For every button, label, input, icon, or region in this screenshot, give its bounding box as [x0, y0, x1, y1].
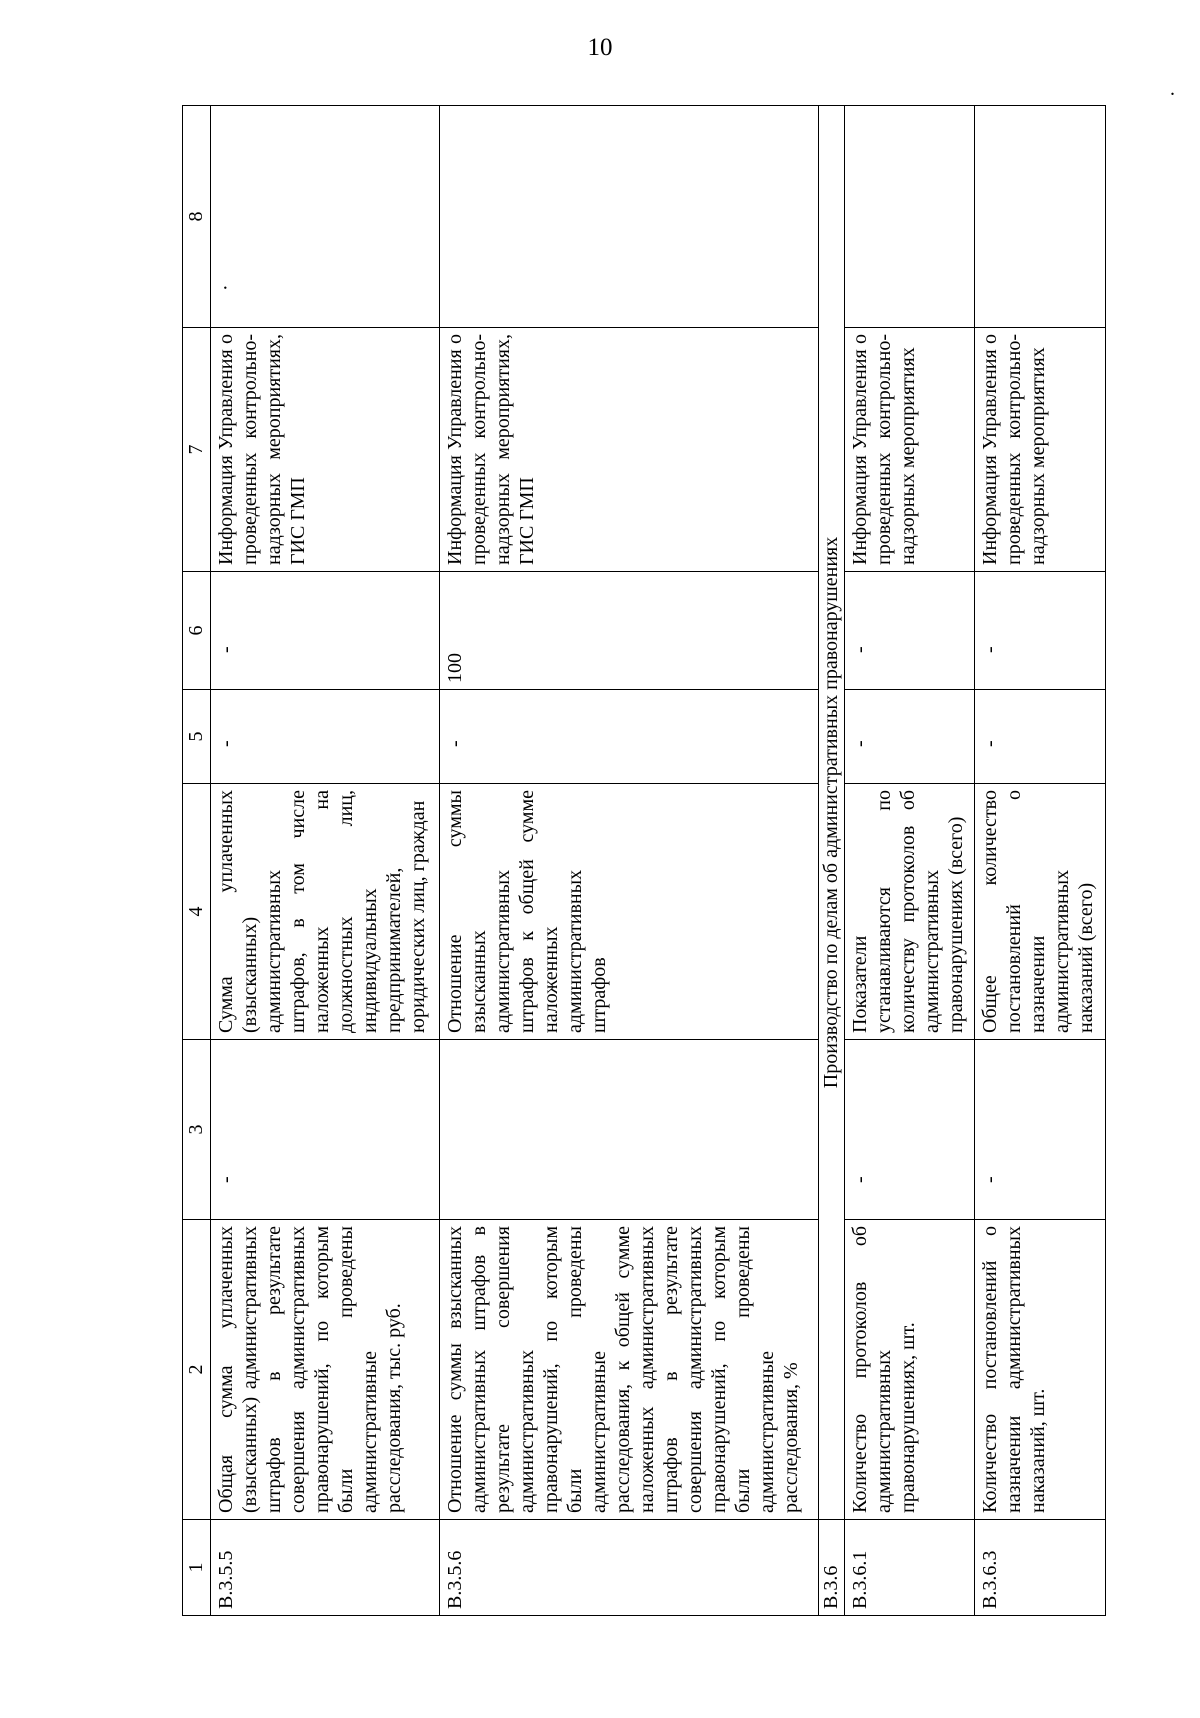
- corner-mark: .: [1170, 78, 1175, 100]
- cell-col5: -: [210, 690, 439, 784]
- column-header-2: 2: [183, 1220, 211, 1520]
- column-number-row: [183, 106, 211, 1616]
- rotated-table-container: [182, 106, 1106, 1616]
- indicator-name: Количество постановлений о назначении административных наказаний, шт.: [975, 1220, 1106, 1520]
- column-header-4: 4: [183, 784, 211, 1040]
- section-title: Производство по делам об административных правонарушениях: [818, 106, 844, 1520]
- cell-col5: -: [440, 690, 819, 784]
- indicator-name: Количество протоколов об административных правонарушениях, шт.: [844, 1220, 975, 1520]
- calculation-method: Общее количество постановлений о назначении административных наказаний (всего): [975, 784, 1106, 1040]
- indicators-table: [182, 105, 1106, 1616]
- cell-col5: -: [844, 690, 975, 784]
- cell-col6: 100: [440, 572, 819, 690]
- cell-col5: -: [975, 690, 1106, 784]
- column-header-8: 8: [183, 106, 211, 328]
- calculation-method: Показатели устанавливаются по количеству протоколов об административных правонарушениях (всего): [844, 784, 975, 1040]
- cell-col6: -: [975, 572, 1106, 690]
- indicator-name: Общая сумма уплаченных (взысканных) административных штрафов в результате совершения административных правонарушений, по которым были проведены административные расследования, тыс. руб.: [210, 1220, 439, 1520]
- column-header-5: 5: [183, 690, 211, 784]
- cell-col8: [975, 106, 1106, 328]
- data-source: Информация Управления о проведенных контрольно-надзорных мероприятиях: [975, 328, 1106, 572]
- cell-col3: -: [210, 1040, 439, 1220]
- calculation-method: Сумма уплаченных (взысканных) административных штрафов, в том числе наложенных на должностных лиц, индивидуальных предпринимателей, юридических лиц, граждан: [210, 784, 439, 1040]
- cell-col8: [844, 106, 975, 328]
- data-source: Информация Управления о проведенных контрольно-надзорных мероприятиях: [844, 328, 975, 572]
- data-source: Информация Управления о проведенных контрольно-надзорных мероприятиях, ГИС ГМП: [440, 328, 819, 572]
- column-header-6: 6: [183, 572, 211, 690]
- cell-col3: -: [975, 1040, 1106, 1220]
- cell-col3: -: [844, 1040, 975, 1220]
- row-code: В.3.5.6: [440, 1520, 819, 1616]
- section-code: В.3.6: [818, 1520, 844, 1616]
- row-code: В.3.6.1: [844, 1520, 975, 1616]
- column-header-7: 7: [183, 328, 211, 572]
- cell-col6: -: [844, 572, 975, 690]
- table-rotator: [182, 106, 1106, 1616]
- table-row: [844, 106, 975, 1616]
- cell-col8: ·: [210, 106, 439, 328]
- column-header-3: 3: [183, 1040, 211, 1220]
- cell-col3: [440, 1040, 819, 1220]
- column-header-1: 1: [183, 1520, 211, 1616]
- page-number: 10: [587, 34, 613, 61]
- row-code: В.3.6.3: [975, 1520, 1106, 1616]
- table-row: [440, 106, 819, 1616]
- table-row: [210, 106, 439, 1616]
- table-row: [975, 106, 1106, 1616]
- section-row: [818, 106, 844, 1616]
- indicator-name: Отношение суммы взысканных административных штрафов в результате совершения административных правонарушений, по которым были проведены административные расследования, к общей сумме наложенных административных штрафов в результате совершения административных правонарушений, по которым были проведены административные расследования, %: [440, 1220, 819, 1520]
- row-code: В.3.5.5: [210, 1520, 439, 1616]
- cell-col8: [440, 106, 819, 328]
- calculation-method: Отношение суммы взысканных административных штрафов к общей сумме наложенных административных штрафов: [440, 784, 819, 1040]
- cell-col6: -: [210, 572, 439, 690]
- data-source: Информация Управления о проведенных контрольно-надзорных мероприятиях, ГИС ГМП: [210, 328, 439, 572]
